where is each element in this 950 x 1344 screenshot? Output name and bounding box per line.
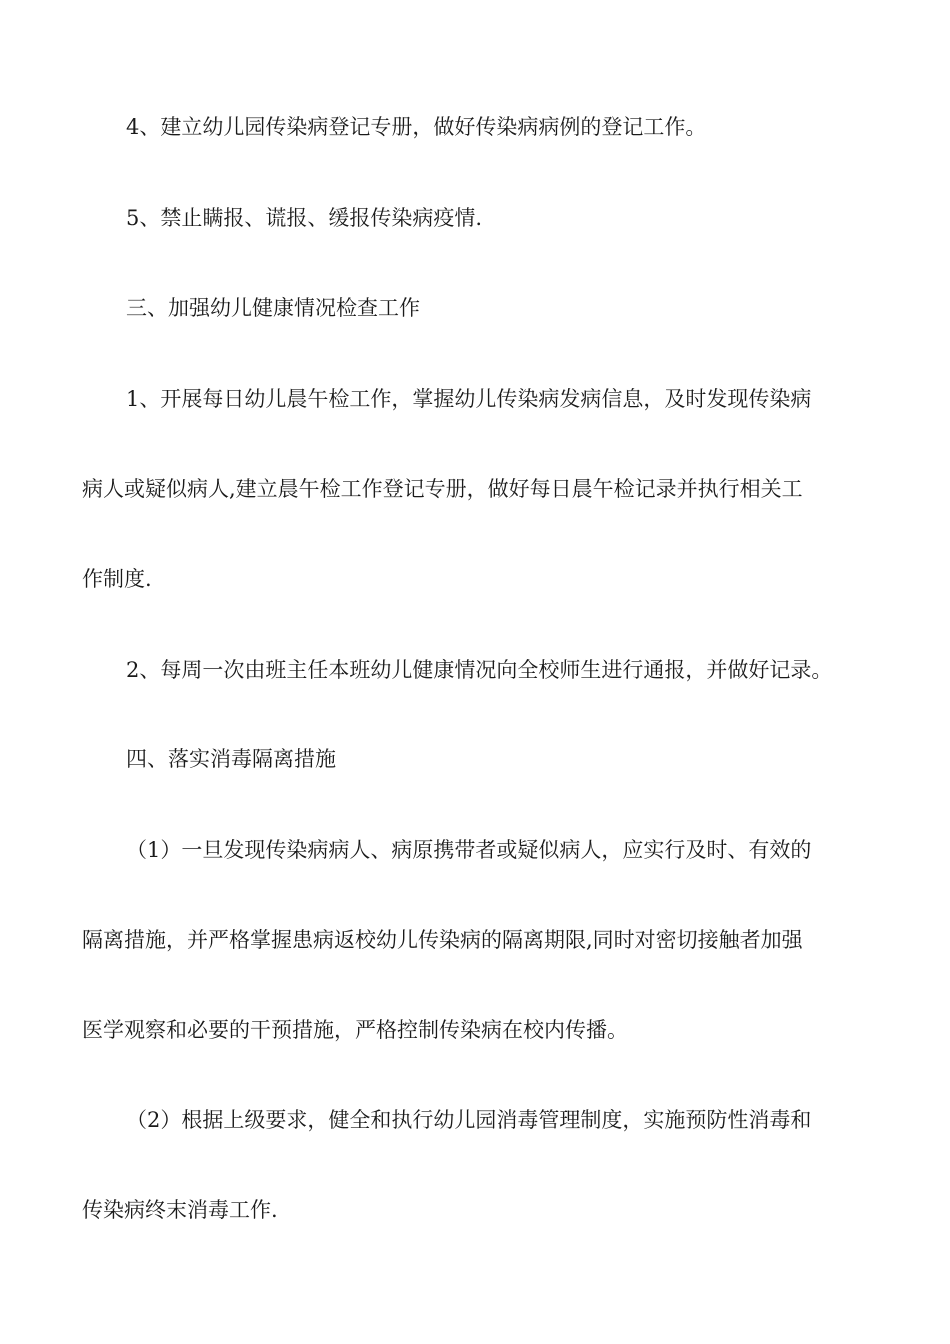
section-heading: 三、加强幼儿健康情况检查工作 xyxy=(126,296,420,320)
text-line: 作制度. xyxy=(82,567,152,591)
text-line: 病人或疑似病人,建立晨午检工作登记专册，做好每日晨午检记录并执行相关工 xyxy=(82,477,803,501)
text-line: 1、开展每日幼儿晨午检工作，掌握幼儿传染病发病信息，及时发现传染病 xyxy=(126,387,812,411)
text-line: （1）一旦发现传染病病人、病原携带者或疑似病人，应实行及时、有效的 xyxy=(126,838,812,862)
text-line: （2）根据上级要求，健全和执行幼儿园消毒管理制度，实施预防性消毒和 xyxy=(126,1108,812,1132)
text-line: 4、建立幼儿园传染病登记专册，做好传染病病例的登记工作。 xyxy=(126,115,707,139)
text-line: 医学观察和必要的干预措施，严格控制传染病在校内传播。 xyxy=(82,1018,628,1042)
text-line: 传染病终末消毒工作. xyxy=(82,1198,278,1222)
text-line: 5、禁止瞒报、谎报、缓报传染病疫情. xyxy=(126,206,483,230)
section-heading: 四、落实消毒隔离措施 xyxy=(126,747,336,771)
text-line: 隔离措施，并严格掌握患病返校幼儿传染病的隔离期限,同时对密切接触者加强 xyxy=(82,928,803,952)
text-line: 2、每周一次由班主任本班幼儿健康情况向全校师生进行通报，并做好记录。 xyxy=(126,658,833,682)
